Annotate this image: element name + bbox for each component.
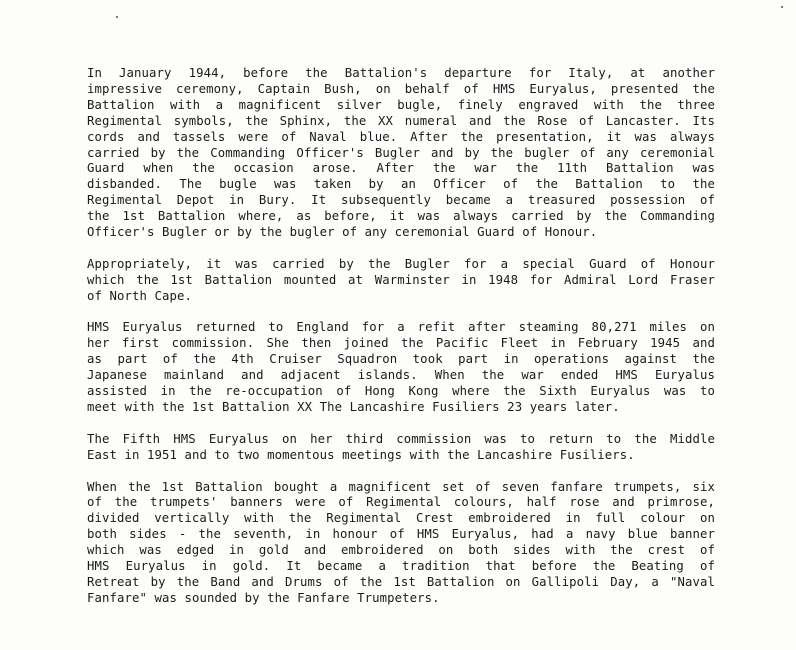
- text-line: Officer's Bugler or by the bugler of any ceremonial Guard of Honour.: [87, 225, 598, 240]
- text-line: Regimental symbols, the Sphinx, the XX numeral and the Rose of Lancaster. Its: [87, 113, 715, 128]
- scan-speck: [781, 6, 783, 8]
- paragraph-3: [87, 320, 715, 415]
- text-line: cords and tassels were of Naval blue. After the presentation, it was always: [87, 129, 715, 144]
- text-line: Appropriately, it was carried by the Bugler for a special Guard of Honour: [87, 256, 715, 271]
- paragraph-2: [87, 257, 715, 305]
- text-line: of North Cape.: [87, 288, 193, 303]
- text-line: her first commission. She then joined the Pacific Fleet in February 1945 and: [87, 336, 715, 351]
- text-line: both sides - the seventh, in honour of HMS Euryalus, had a navy blue banner: [87, 527, 715, 542]
- text-line: which the 1st Battalion mounted at Warminster in 1948 for Admiral Lord Fraser: [87, 272, 715, 287]
- text-line: of the trumpets' banners were of Regimental colours, half rose and primrose,: [87, 495, 715, 510]
- text-line: divided vertically with the Regimental Crest embroidered in full colour on: [87, 511, 715, 526]
- text-line: which was edged in gold and embroidered on both sides with the crest of: [87, 543, 715, 558]
- text-line: as part of the 4th Cruiser Squadron took part in operations against the: [87, 352, 715, 367]
- text-line: HMS Euryalus returned to England for a refit after steaming 80,271 miles on: [87, 320, 715, 335]
- text-line: When the 1st Battalion bought a magnificent set of seven fanfare trumpets, six: [87, 479, 715, 494]
- text-line: Retreat by the Band and Drums of the 1st Battalion on Gallipoli Day, a "Naval: [87, 574, 715, 589]
- text-line: disbanded. The bugle was taken by an Officer of the Battalion to the: [87, 177, 715, 192]
- text-line: The Fifth HMS Euryalus on her third commission was to return to the Middle: [87, 431, 715, 446]
- text-line: impressive ceremony, Captain Bush, on behalf of HMS Euryalus, presented the: [87, 81, 715, 96]
- text-line: Guard when the occasion arose. After the war the 11th Battalion was: [87, 161, 715, 176]
- document-body: [87, 66, 715, 623]
- paragraph-1: [87, 66, 715, 241]
- paragraph-4: [87, 432, 715, 464]
- text-line: the 1st Battalion where, as before, it was always carried by the Commanding: [87, 209, 715, 224]
- paragraph-5: [87, 480, 715, 607]
- text-line: assisted in the re-occupation of Hong Kong where the Sixth Euryalus was to: [87, 384, 715, 399]
- text-line: Battalion with a magnificent silver bugle, finely engraved with the three: [87, 97, 715, 112]
- text-line: carried by the Commanding Officer's Bugler and by the bugler of any ceremonial: [87, 145, 715, 160]
- text-line: Japanese mainland and adjacent islands. When the war ended HMS Euryalus: [87, 368, 715, 383]
- text-line: HMS Euryalus in gold. It became a tradition that before the Beating of: [87, 559, 715, 574]
- text-line: In January 1944, before the Battalion's departure for Italy, at another: [87, 66, 715, 80]
- scan-speck: [116, 16, 118, 18]
- text-line: Fanfare" was sounded by the Fanfare Trumpeters.: [87, 590, 440, 605]
- text-line: meet with the 1st Battalion XX The Lancashire Fusiliers 23 years later.: [87, 400, 620, 414]
- text-line: Regimental Depot in Bury. It subsequently became a treasured possession of: [87, 193, 715, 208]
- text-line: East in 1951 and to two momentous meetings with the Lancashire Fusiliers.: [87, 447, 635, 462]
